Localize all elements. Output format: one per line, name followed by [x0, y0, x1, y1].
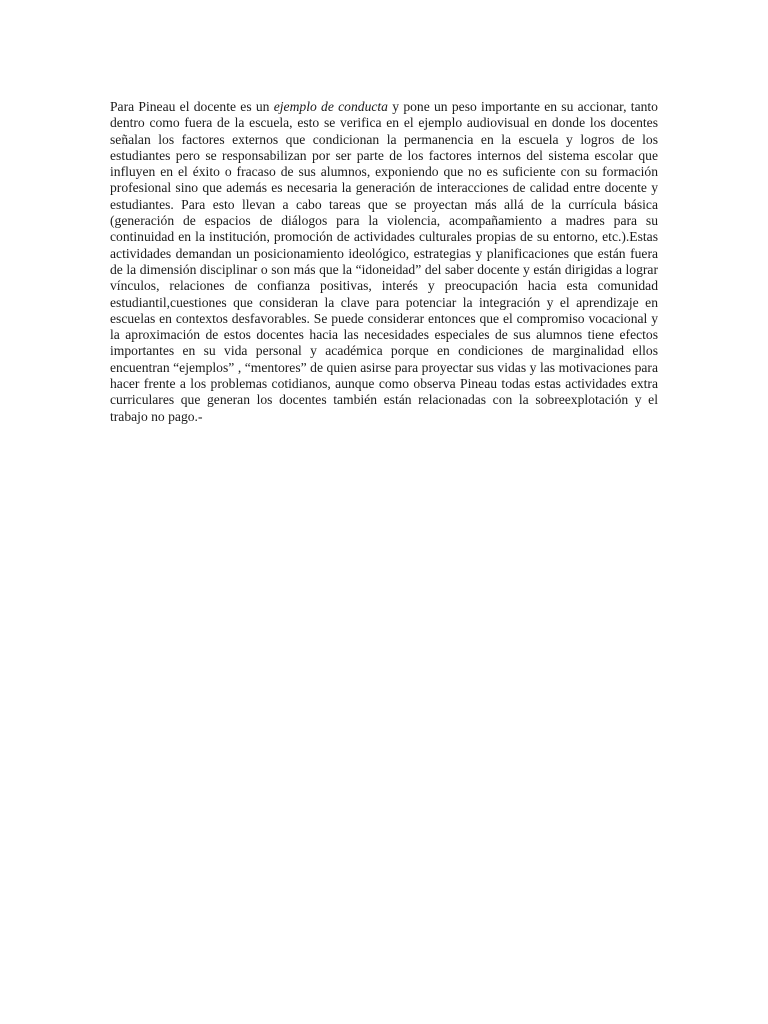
body-paragraph — [110, 99, 658, 425]
paragraph-text-start: Para Pineau el docente es un — [110, 99, 274, 114]
paragraph-text-rest: y pone un peso importante en su accionar, tanto dentro como fuera de la escuela, esto se verifica en el ejemplo audiovisual en donde los docentes señalan los factores externos que condicionan la permanencia en la escuela y logros de los estudiantes pero se responsabilizan por ser parte de los factores internos del sistema escolar que influyen en el éxito o fracaso de sus alumnos, exponiendo que no es suficiente con su formación profesional sino que además es necesaria la generación de interacciones de calidad entre docente y estudiantes. Para esto llevan a cabo tareas que se proyectan más allá de la currícula básica (generación de espacios de diálogos para la violencia, acompañamiento a madres para su continuidad en la institución, promoción de actividades culturales propias de su entorno, etc.).Estas actividades demandan un posicionamiento ideológico, estrategias y planificaciones que están fuera de la dimensión disciplinar o son más que la “idoneidad” del saber docente y están dirigidas a lograr vínculos, relaciones de confianza positivas, interés y preocupación hacia esta comunidad estudiantil,cuestiones que consideran la clave para potenciar la integración y el aprendizaje en escuelas en contextos desfavorables. Se puede considerar entonces que el compromiso vocacional y la aproximación de estos docentes hacia las necesidades especiales de sus alumnos tiene efectos importantes en su vida personal y académica porque en condiciones de marginalidad ellos encuentran “ejemplos” , “mentores” de quien asirse para proyectar sus vidas y las motivaciones para hacer frente a los problemas cotidianos, aunque como observa Pineau todas estas actividades extra curriculares que generan los docentes también están relacionadas con la sobreexplotación y el trabajo no pago.- — [110, 99, 658, 424]
emphasized-phrase: ejemplo de conducta — [273, 99, 388, 114]
